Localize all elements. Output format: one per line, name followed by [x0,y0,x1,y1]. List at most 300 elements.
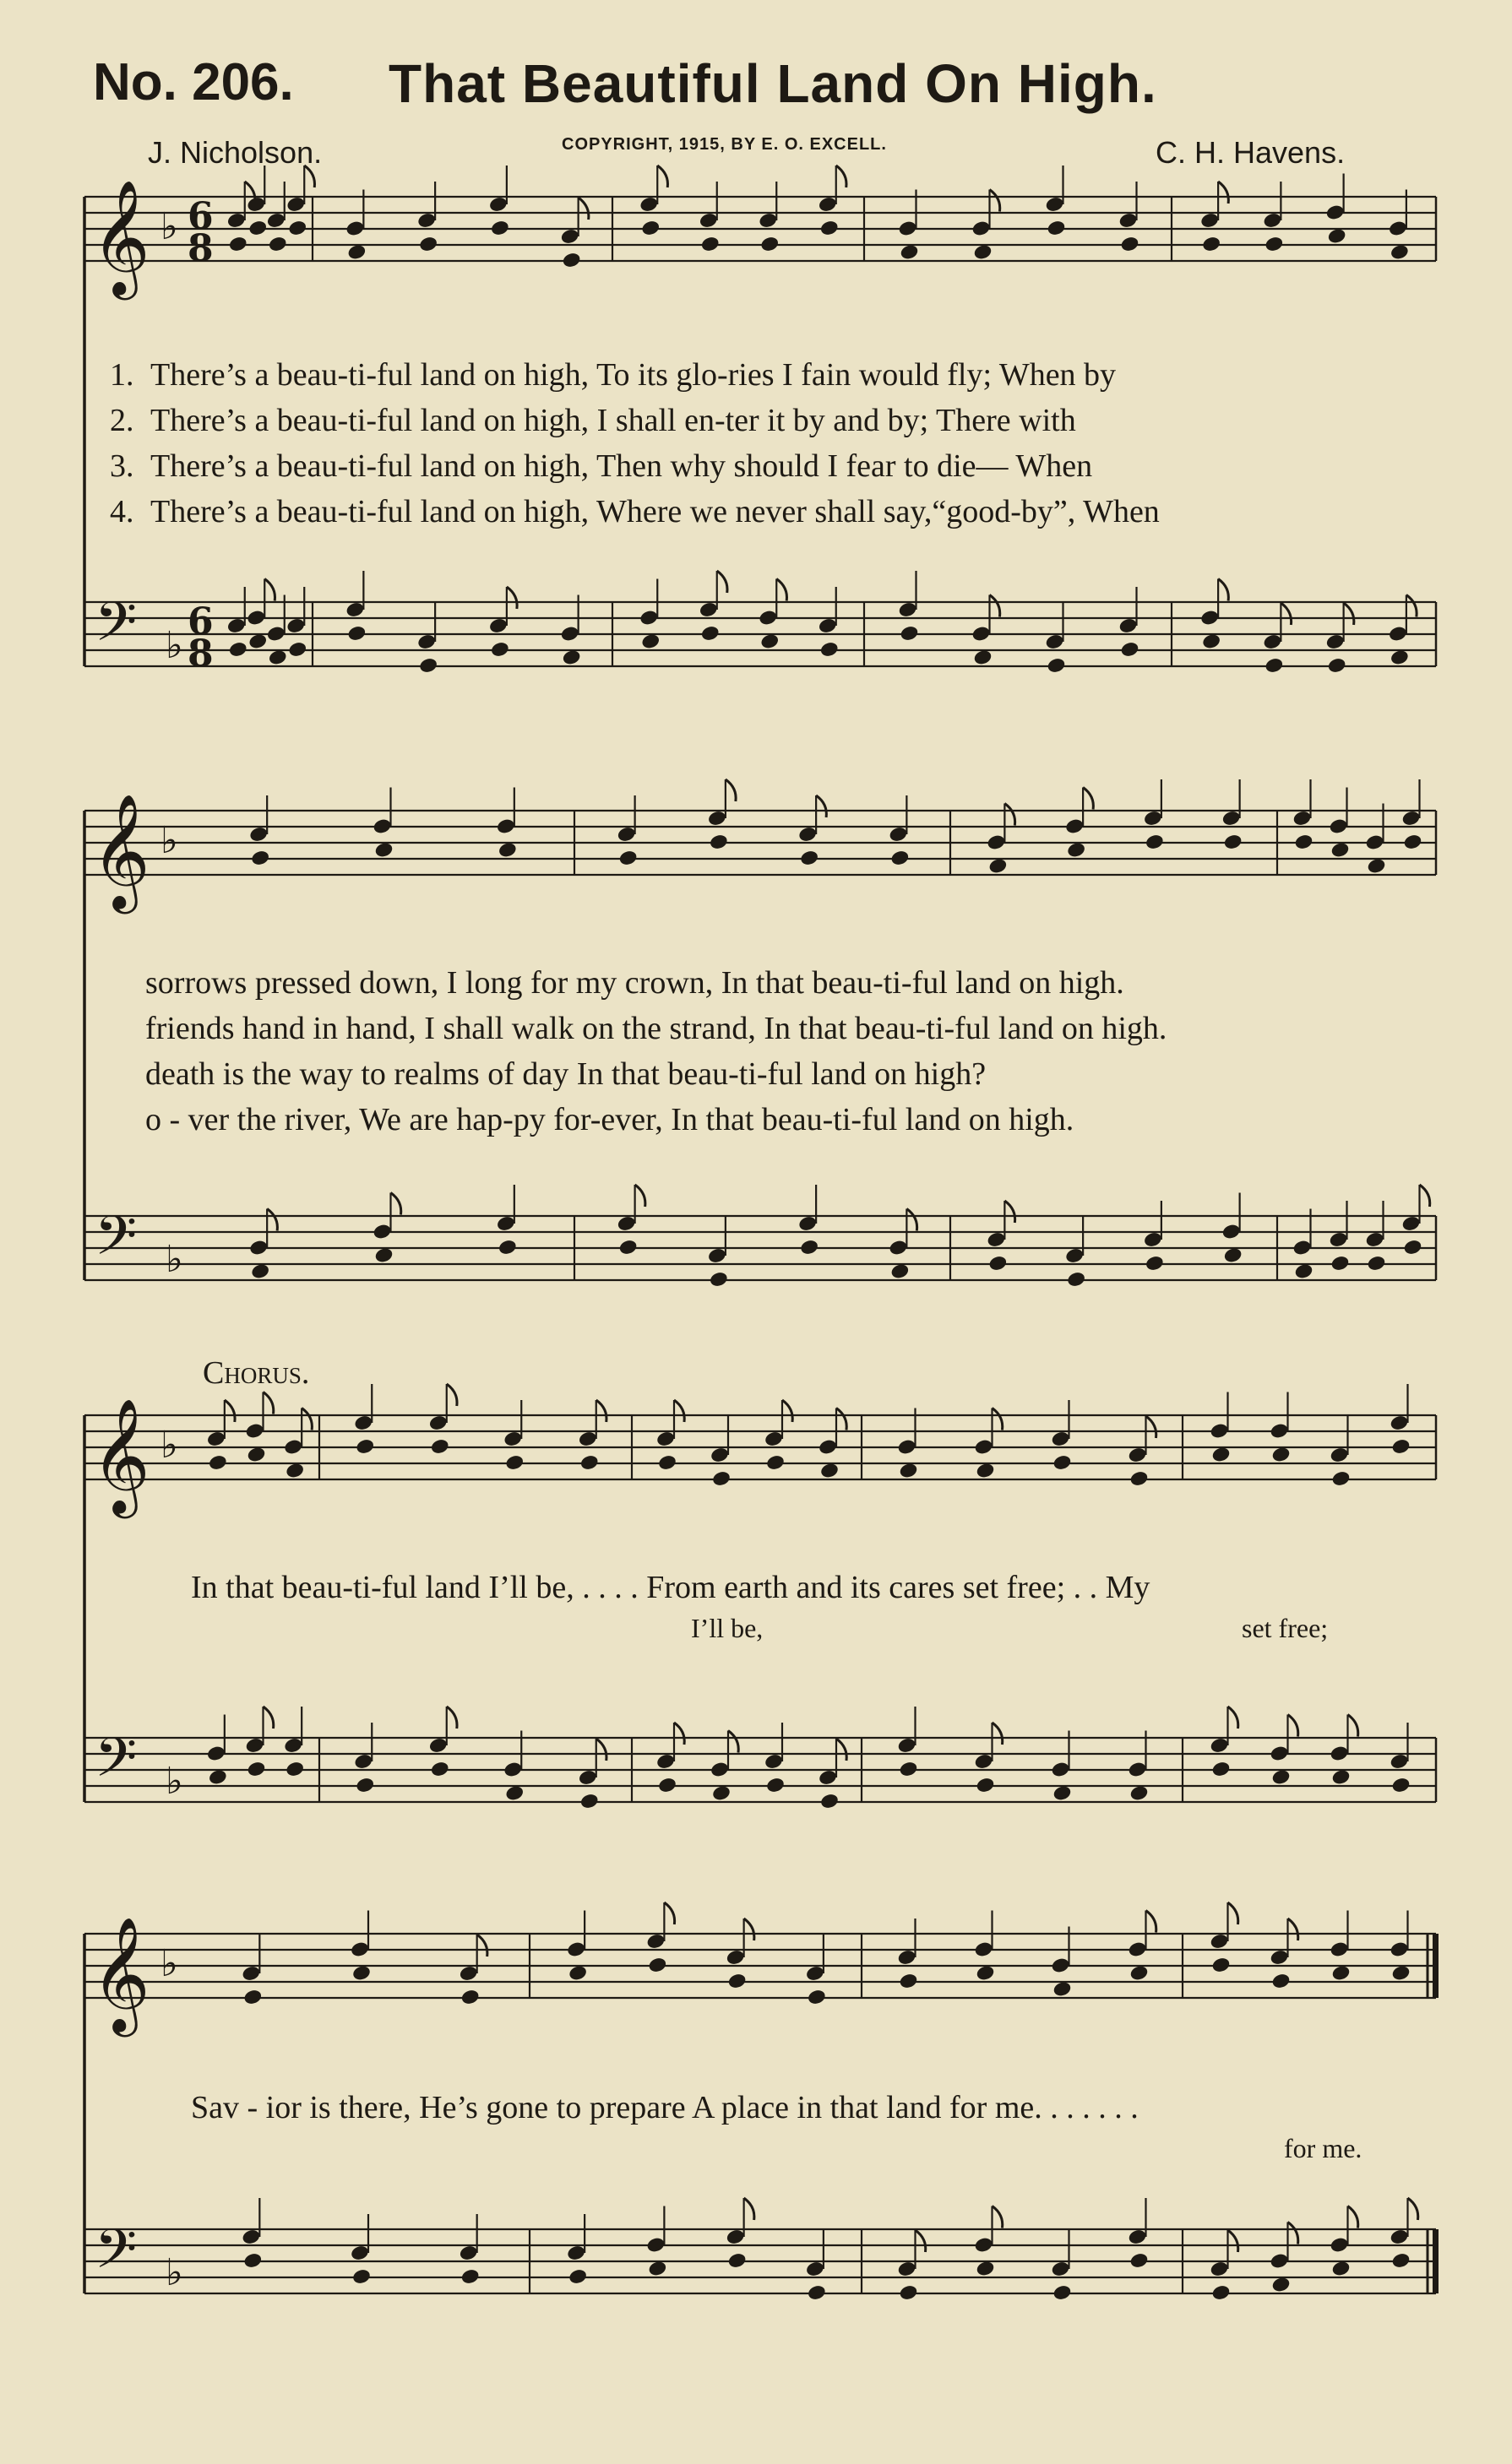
system-3-bass-notehead [247,1761,267,1778]
system-4-treble-notehead [805,1965,825,1983]
system-3-bass-notehead [899,1761,919,1778]
system-1-treble-notehead [1390,243,1410,261]
verse-text: There’s a beau-ti-ful land on high, To its glo-ries I fain would fly; When by [150,357,1117,393]
system-4-treble-notehead [1210,1933,1230,1951]
system-3-treble-notehead [657,1454,677,1472]
system-4-bass-note-flag [744,2198,754,2220]
system-3-treble-notehead [711,1470,732,1488]
system-1-bass-notehead [699,601,719,619]
system-3-bass-notehead [1271,1768,1292,1786]
chorus-echo-1b: set free; [1242,1613,1329,1643]
system-4-bass-notehead [242,2252,263,2270]
system-1-treble-notehead [488,196,509,214]
verse-number: 4. [110,494,134,529]
system-1-treble-notehead [758,212,778,230]
system-2-bass-notehead [1365,1231,1385,1249]
system-3-bass-note-flag [596,1739,606,1761]
system-4-bass-notehead [974,2236,994,2254]
system-4-treble-notehead [1129,1964,1150,1982]
system-2-bass-notehead [250,1262,270,1280]
system-2-bass-notehead [498,1239,518,1256]
system-3-treble-note-flag [836,1408,846,1430]
chorus-label: Chorus. [203,1355,310,1391]
system-1-bass-note-flag [776,579,786,601]
system-1-treble-notehead [900,243,920,261]
system-3-bass-note-flag [836,1739,846,1761]
system-4-bass-notehead [460,2268,481,2286]
system-3-treble-note-flag [993,1408,1003,1430]
system-4-bass-notehead [726,2228,746,2246]
system-4-treble-notehead [241,1965,261,1983]
system-1-treble-notehead [416,212,437,230]
system-1-bass-notehead [560,625,580,643]
system-3-bass-notehead [657,1777,677,1794]
system-1-bass-notehead [639,609,659,627]
system-1-bass-note-flag [264,579,275,601]
time-signature-top: 6 [188,600,214,643]
bass-clef: 𝄢 [95,591,138,667]
system-3-treble-notehead [899,1462,919,1479]
system-1-treble-notehead [1264,236,1284,253]
system-2-bass-notehead [617,1215,637,1233]
system-4-treble-note-flag [1288,1919,1298,1940]
system-3-treble-notehead [897,1438,917,1456]
system-2-treble-notehead [1292,810,1313,828]
system-2-bass-notehead [1330,1255,1351,1273]
system-1-bass-note-flag [1406,595,1417,617]
system-1-bass-note-flag [1344,603,1354,625]
bass-clef: 𝄢 [95,1205,138,1281]
system-2-bass-notehead [799,1239,819,1256]
system-1-treble-notehead [699,212,719,230]
system-1-bass-notehead [228,641,248,659]
system-4-treble-notehead [1052,1980,1073,1998]
system-3-bass-notehead [897,1737,917,1755]
system-1-bass-notehead [758,609,778,627]
verse-number: 1. [110,357,134,393]
system-1-bass-notehead [416,633,437,651]
system-1-bass-notehead [818,617,838,635]
system-4-bass-notehead [459,2244,479,2262]
system-1-bass-notehead [1262,633,1282,651]
system-1-bass-notehead [640,632,661,650]
system-2-bass-note-flag [635,1185,645,1207]
system-1-bass-note-flag [1218,579,1228,601]
system-4-treble-notehead [726,1949,746,1967]
system-3-bass-note-flag [264,1707,274,1729]
system-4-bass-note-flag [1348,2206,1358,2228]
system-1-bass-notehead [1264,657,1284,675]
system-1-bass-notehead [759,632,780,650]
system-4-bass-note-flag [1228,2230,1238,2252]
system-1-treble-notehead [819,220,840,237]
system-3-bass-notehead [974,1753,994,1771]
system-3-treble-notehead [764,1430,784,1448]
system-4-treble-notehead [1270,1949,1290,1967]
time-signature-bottom: 8 [188,632,214,676]
system-2-treble-notehead [1401,810,1422,828]
verse-text: There’s a beau-ti-ful land on high, Then why should I fear to die— When [150,448,1093,484]
system-2-treble-notehead [888,826,908,844]
system-2-treble-notehead [1367,857,1387,875]
system-1-treble-notehead [640,220,661,237]
system-3-treble-notehead [430,1438,450,1456]
system-2-bass-notehead [618,1239,639,1256]
system-4-bass-notehead [1391,2252,1411,2270]
system-1-treble-notehead [228,236,248,253]
system-3-treble-notehead [285,1462,305,1479]
system-3-bass-notehead [579,1793,600,1810]
system-3-bass-notehead [353,1753,373,1771]
flat-key-signature: ♭ [160,1424,178,1467]
system-3-bass-notehead [1270,1745,1290,1762]
system-3-treble-notehead [504,1454,525,1472]
system-1-treble-notehead [1118,212,1139,230]
system-3-bass-notehead [1051,1761,1071,1778]
system-1-bass-notehead [226,617,247,635]
system-2-treble-notehead [1294,833,1314,851]
system-3-bass-note-flag [728,1731,738,1753]
verse-text: There’s a beau-ti-ful land on high, Where we never shall say,“good-by”, When [150,494,1160,529]
system-1-bass-notehead [1047,657,1067,675]
system-2-bass-note-flag [391,1193,401,1215]
system-1-bass-notehead [700,625,721,643]
copyright-notice: COPYRIGHT, 1915, BY E. O. EXCELL. [562,135,887,154]
system-2-bass-notehead [1403,1239,1423,1256]
system-2-bass-notehead [496,1215,516,1233]
system-2-bass-notehead [1145,1255,1165,1273]
system-3-bass-notehead [1129,1784,1150,1802]
system-2-bass-notehead [797,1215,818,1233]
system-4-bass-notehead [805,2260,825,2278]
chorus-echo-1a: I’ll be, [691,1613,764,1643]
system-4-bass-notehead [1052,2284,1073,2302]
system-3-treble-notehead [247,1446,267,1463]
system-4-treble-notehead [1271,1973,1292,1990]
system-4-treble-notehead [566,1940,586,1958]
system-1-treble-notehead [268,236,288,253]
system-3-treble-notehead [976,1462,996,1479]
system-3-treble-notehead [1271,1446,1292,1463]
verse-text: There’s a beau-ti-ful land on high, I shall en-ter it by and by; There with [150,403,1076,438]
system-1-bass-notehead [287,641,307,659]
system-3-treble-notehead [974,1438,994,1456]
system-2-bass-notehead [1329,1231,1349,1249]
system-4-treble-notehead [647,1957,667,1974]
system-4-treble-notehead [897,1949,917,1967]
system-1-bass-note-flag [1281,603,1291,625]
system-3-treble-notehead [1052,1454,1073,1472]
system-3-bass-notehead [710,1761,730,1778]
system-1-bass-notehead [1325,633,1346,651]
system-1-treble-notehead [246,196,266,214]
system-1-treble-notehead [490,220,510,237]
system-4-treble-notehead [974,1940,994,1958]
system-1-treble-notehead [345,220,365,237]
chorus-echo-2: for me. [1284,2133,1362,2163]
system-3-treble-notehead [818,1438,838,1456]
system-1-treble-notehead [266,212,286,230]
system-3-bass-notehead [1390,1753,1410,1771]
system-1-bass-notehead [286,617,306,635]
system-1-treble-notehead [287,220,307,237]
system-3-bass-notehead [1128,1761,1148,1778]
system-4-treble-notehead [1390,1940,1410,1958]
system-4-bass-notehead [568,2268,588,2286]
system-3-treble-notehead [765,1454,786,1472]
system-2-treble-notehead [1066,841,1086,859]
system-4-bass-notehead [899,2284,919,2302]
flat-key-signature: ♭ [160,1942,178,1985]
system-4-bass-notehead [1270,2252,1290,2270]
system-1-bass-notehead [266,625,286,643]
system-4-treble-note-flag [477,1935,487,1957]
system-4-treble-note-flag [1228,1902,1238,1924]
system-3-bass-note-flag [1348,1715,1358,1737]
verse-2-line-2: friends hand in hand, I shall walk on the strand, In that beau-ti-ful land on high. [145,1011,1167,1046]
system-3-treble-notehead [1391,1438,1411,1456]
system-3-bass-note-flag [674,1723,684,1745]
chorus-line-1: In that beau-ti-ful land I’ll be, . . . . From earth and its cares set free; . . My [191,1570,1150,1605]
treble-clef: 𝄞 [91,1915,150,2032]
system-4-bass-note-flag [1288,2222,1298,2244]
system-2-bass-notehead [1223,1246,1243,1264]
verse-2-line-1 [110,402,1076,439]
system-4-bass-notehead [1051,2260,1071,2278]
verse-number: 3. [110,448,134,484]
system-2-treble-notehead [707,810,727,828]
system-4-bass-note-flag [993,2206,1003,2228]
system-1-treble-notehead [286,196,306,214]
system-1-bass-notehead [1045,633,1065,651]
bass-clef: 𝄢 [95,2218,138,2294]
system-4-treble-notehead [1051,1957,1071,1974]
system-2-bass-notehead [889,1262,910,1280]
system-2-treble-notehead [250,849,270,867]
system-4-bass-notehead [1210,2260,1230,2278]
flat-key-signature: ♭ [166,1760,183,1803]
system-1-treble-notehead [1262,212,1282,230]
system-2-treble-notehead [248,826,269,844]
system-4-treble-notehead [459,1965,479,1983]
system-2-bass-notehead [373,1223,393,1240]
system-2-treble-notehead [987,857,1008,875]
system-3-treble-note-flag [225,1400,235,1422]
system-4-treble-notehead [1128,1940,1148,1958]
system-1-treble-notehead [1201,236,1221,253]
system-1-bass-notehead [973,649,993,666]
system-4-bass-notehead [976,2260,996,2277]
system-1-bass-notehead [1327,657,1347,675]
treble-clef: 𝄞 [91,792,150,909]
composer: C. H. Havens. [1156,135,1346,170]
system-3-treble-notehead [1051,1430,1071,1448]
system-4-bass-notehead [1271,2276,1292,2293]
system-3-treble-notehead [578,1430,598,1448]
system-2-bass-note-flag [267,1209,277,1231]
system-2-treble-notehead [709,833,729,851]
system-1-bass-note-flag [717,571,727,593]
system-3-bass-notehead [504,1784,525,1802]
system-2-treble-notehead [1064,817,1085,835]
system-3-treble-note-flag [674,1400,684,1422]
system-2-treble-notehead [1143,810,1163,828]
system-1-bass-notehead [562,649,582,666]
verse-1-line-2: sorrows pressed down, I long for my crown, In that beau-ti-ful land on high. [145,965,1124,1001]
system-1-treble-notehead [560,228,580,246]
system-2-bass-notehead [1367,1255,1387,1273]
system-1-treble-note-flag [657,166,667,187]
system-4-bass-notehead [1330,2236,1350,2254]
system-3-treble-notehead [428,1414,449,1432]
system-4-treble-notehead [899,1973,919,1990]
system-3-treble-note-flag [302,1408,312,1430]
system-4-bass-notehead [1331,2260,1352,2277]
system-4-bass-notehead [351,2268,372,2286]
system-1-treble-notehead [1388,220,1408,237]
system-2-treble-notehead [1365,833,1385,851]
system-2-bass-notehead [1143,1231,1163,1249]
system-1-bass-notehead [418,657,438,675]
system-3-bass-notehead [578,1769,598,1787]
system-3-bass-notehead [430,1761,450,1778]
system-1-bass-notehead [246,609,266,627]
system-2-treble-notehead [889,849,910,867]
system-4-treble-notehead [976,1964,996,1982]
verse-3-line-2: death is the way to realms of day In that beau-ti-ful land on high? [145,1056,987,1092]
system-3-bass-notehead [819,1793,840,1810]
flat-key-signature: ♭ [166,1238,183,1281]
verse-number: 2. [110,403,134,438]
system-3-treble-notehead [355,1438,375,1456]
system-2-treble-notehead [1403,833,1423,851]
treble-clef: 𝄞 [91,1397,150,1513]
system-4-bass-notehead [727,2252,748,2270]
system-3-bass-notehead [1331,1768,1352,1786]
system-1-treble-note-flag [836,166,846,187]
system-1-bass-notehead [1201,632,1221,650]
system-2-bass-notehead [987,1255,1008,1273]
system-3-treble-note-flag [264,1392,274,1414]
system-4-treble-notehead [351,1964,372,1982]
system-4-bass-notehead [241,2228,261,2246]
system-3-treble-notehead [245,1422,265,1440]
system-1-treble-notehead [247,220,268,237]
system-1-bass-notehead [488,617,509,635]
system-1-treble-notehead [1199,212,1220,230]
system-3-treble-notehead [579,1454,600,1472]
system-3-treble-notehead [1390,1414,1410,1432]
final-barline-thick [1433,1934,1439,1998]
system-2-bass-notehead [986,1231,1006,1249]
system-4-bass-notehead [897,2260,917,2278]
system-3-bass-notehead [1391,1777,1411,1794]
system-3-treble-notehead [1330,1446,1350,1464]
system-2-treble-note-flag [816,795,826,817]
system-1-bass-note-flag [990,595,1000,617]
system-3-treble-notehead [710,1446,730,1464]
verse-4-line-2: o - ver the river, We are hap-py for-ever, In that beau-ti-ful land on high. [145,1102,1074,1137]
system-1-bass-notehead [1118,617,1139,635]
system-1-treble-notehead [418,236,438,253]
flat-key-signature: ♭ [166,624,183,667]
hymn-title: That Beautiful Land On High. [389,53,1157,114]
system-3-bass-notehead [245,1737,265,1755]
system-3-treble-notehead [819,1462,840,1479]
system-2-treble-notehead [799,849,819,867]
system-1-treble-notehead [898,220,918,237]
chorus-line-2: Sav - ior is there, He’s gone to prepare A place in that land for me. . . . . . . [191,2090,1139,2125]
system-2-treble-notehead [374,841,394,859]
final-barline-thick [1433,2229,1439,2293]
system-1-treble-notehead [562,252,582,269]
system-2-bass-note-flag [1420,1185,1430,1207]
system-2-bass-notehead [248,1239,269,1256]
system-3-bass-note-flag [1228,1707,1238,1729]
verse-4-line-1 [110,493,1160,530]
system-2-bass-note-flag [906,1209,916,1231]
system-1-bass-notehead [1390,649,1410,666]
system-2-bass-notehead [1401,1215,1422,1233]
system-2-bass-notehead [1064,1247,1085,1265]
system-3-treble-notehead [283,1438,303,1456]
system-2-treble-note-flag [1004,804,1014,826]
system-4-bass-notehead [566,2244,586,2262]
system-3-bass-notehead [818,1769,838,1787]
system-1-treble-note-flag [1218,182,1228,204]
system-3-bass-notehead [355,1777,375,1794]
system-1-bass-notehead [346,625,367,643]
system-1-treble-note-flag [304,166,314,187]
system-3-treble-note-flag [447,1384,457,1406]
system-4-bass-notehead [1211,2284,1232,2302]
treble-clef: 𝄞 [91,178,150,295]
system-3-treble-notehead [503,1430,523,1448]
system-3-bass-notehead [285,1761,305,1778]
system-4-treble-notehead [645,1933,666,1951]
system-2-treble-notehead [1330,841,1351,859]
system-3-bass-notehead [1211,1761,1232,1778]
system-2-treble-notehead [1221,810,1242,828]
system-4-bass-notehead [807,2284,827,2302]
system-2-treble-notehead [498,841,518,859]
system-1-bass-note-flag [507,587,517,609]
system-1-bass-notehead [971,625,992,643]
system-1-treble-notehead [1327,227,1347,245]
system-3-bass-notehead [1210,1737,1230,1755]
system-4-treble-notehead [1330,1940,1350,1958]
system-4-treble-notehead [242,1989,263,2006]
system-4-bass-notehead [1128,2228,1148,2246]
system-3-bass-notehead [503,1761,523,1778]
system-2-bass-notehead [1066,1271,1086,1289]
system-2-bass-notehead [888,1239,908,1256]
system-3-bass-note-flag [993,1723,1003,1745]
system-2-treble-notehead [1329,817,1349,835]
bass-clef: 𝄢 [95,1727,138,1803]
flat-key-signature: ♭ [160,819,178,862]
system-3-treble-note-flag [1146,1416,1156,1438]
system-4-treble-notehead [460,1989,481,2006]
system-3-bass-notehead [764,1753,784,1771]
system-1-treble-notehead [818,196,838,214]
system-4-bass-note-flag [916,2230,926,2252]
system-2-bass-notehead [374,1246,394,1264]
system-3-bass-note-flag [1288,1715,1298,1737]
system-1-treble-note-flag [579,198,589,220]
system-2-bass-note-flag [1004,1201,1014,1223]
system-3-treble-notehead [655,1430,676,1448]
